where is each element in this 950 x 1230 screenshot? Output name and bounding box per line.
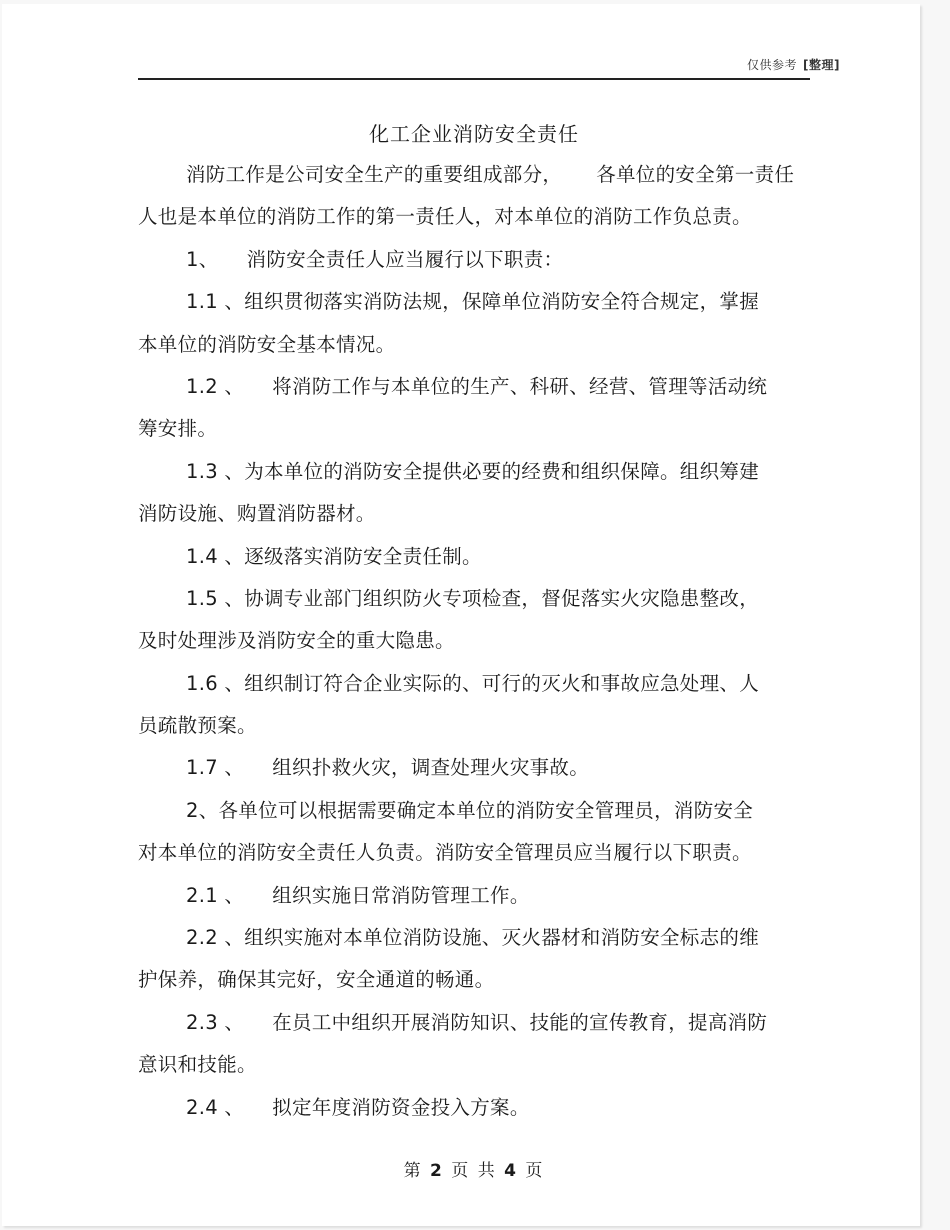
paragraph-line: 2.2 、组织实施对本单位消防设施、灭火器材和消防安全标志的维 — [186, 926, 760, 950]
paragraph-line: 1.1 、组织贯彻落实消防法规，保障单位消防安全符合规定，掌握 — [186, 290, 760, 314]
text-span: 将消防工作与本单位的生产、科研、经营、管理等活动统 — [272, 374, 768, 398]
paragraph-line: 本单位的消防安全基本情况。 — [138, 332, 396, 356]
paragraph-line: 筹安排。 — [138, 417, 218, 441]
paragraph-line: 1.4 、逐级落实消防安全责任制。 — [186, 544, 482, 568]
footer-suffix: 页 — [525, 1161, 545, 1181]
paragraph-line: 及时处理涉及消防安全的重大隐患。 — [138, 629, 455, 653]
paragraph-line: 消防设施、购置消防器材。 — [138, 502, 376, 526]
header-note: 仅供参考 — [747, 58, 798, 72]
section-number: 1.2 、 — [186, 374, 245, 398]
footer-page-number: 2 — [430, 1161, 444, 1181]
text-span: 消防工作是公司安全生产的重要组成部分， — [186, 163, 563, 186]
paragraph-line: 1.6 、组织制订符合企业实际的、可行的灭火和事故应急处理、人 — [186, 671, 760, 695]
header-rule — [138, 78, 810, 80]
text-span: 在员工中组织开展消防知识、技能的宣传教育，提高消防 — [272, 1010, 768, 1034]
footer-prefix: 第 — [403, 1161, 423, 1181]
document-title: 化工企业消防安全责任 — [369, 122, 579, 146]
section-number: 2.3 、 — [186, 1010, 245, 1034]
text-span: 拟定年度消防资金投入方案。 — [272, 1095, 530, 1119]
header-tag: [整理] — [803, 58, 840, 72]
footer-middle: 页 共 — [451, 1161, 497, 1181]
text-span: 组织实施日常消防管理工作。 — [272, 883, 530, 907]
section-number: 1.7 、 — [186, 756, 245, 780]
paragraph-line: 人也是本单位的消防工作的第一责任人，对本单位的消防工作负总责。 — [138, 205, 752, 229]
paragraph-line: 员疏散预案。 — [138, 714, 257, 738]
footer-total-pages: 4 — [504, 1161, 518, 1181]
text-span: 组织扑救火灾，调查处理火灾事故。 — [272, 756, 590, 780]
paragraph-line: 1.5 、协调专业部门组织防火专项检查，督促落实火灾隐患整改， — [186, 586, 760, 610]
text-span: 消防安全责任人应当履行以下职责： — [246, 247, 564, 271]
paragraph-line — [138, 1002, 818, 1044]
section-number: 2.1 、 — [186, 883, 245, 907]
paragraph-line: 意识和技能。 — [138, 1053, 257, 1077]
paragraph-line — [138, 875, 818, 917]
paragraph-line — [138, 1087, 818, 1129]
paragraph-line: 对本单位的消防安全责任人负责。消防安全管理员应当履行以下职责。 — [138, 841, 752, 865]
paragraph-line — [138, 239, 818, 281]
paragraph-line — [138, 747, 818, 789]
section-number: 1、 — [186, 247, 219, 271]
page-header — [138, 56, 840, 73]
paragraph-line: 2、各单位可以根据需要确定本单位的消防安全管理员，消防安全 — [186, 798, 754, 822]
document-body — [138, 154, 818, 1129]
paragraph-line — [138, 154, 818, 196]
paragraph-line: 1.3 、为本单位的消防安全提供必要的经费和组织保障。组织筹建 — [186, 459, 760, 483]
text-span: 各单位的安全第一责任 — [596, 163, 795, 186]
paragraph-line: 护保养，确保其完好，安全通道的畅通。 — [138, 968, 495, 992]
section-number: 2.4 、 — [186, 1095, 245, 1119]
page-footer — [138, 1156, 810, 1181]
paragraph-line — [138, 366, 818, 408]
